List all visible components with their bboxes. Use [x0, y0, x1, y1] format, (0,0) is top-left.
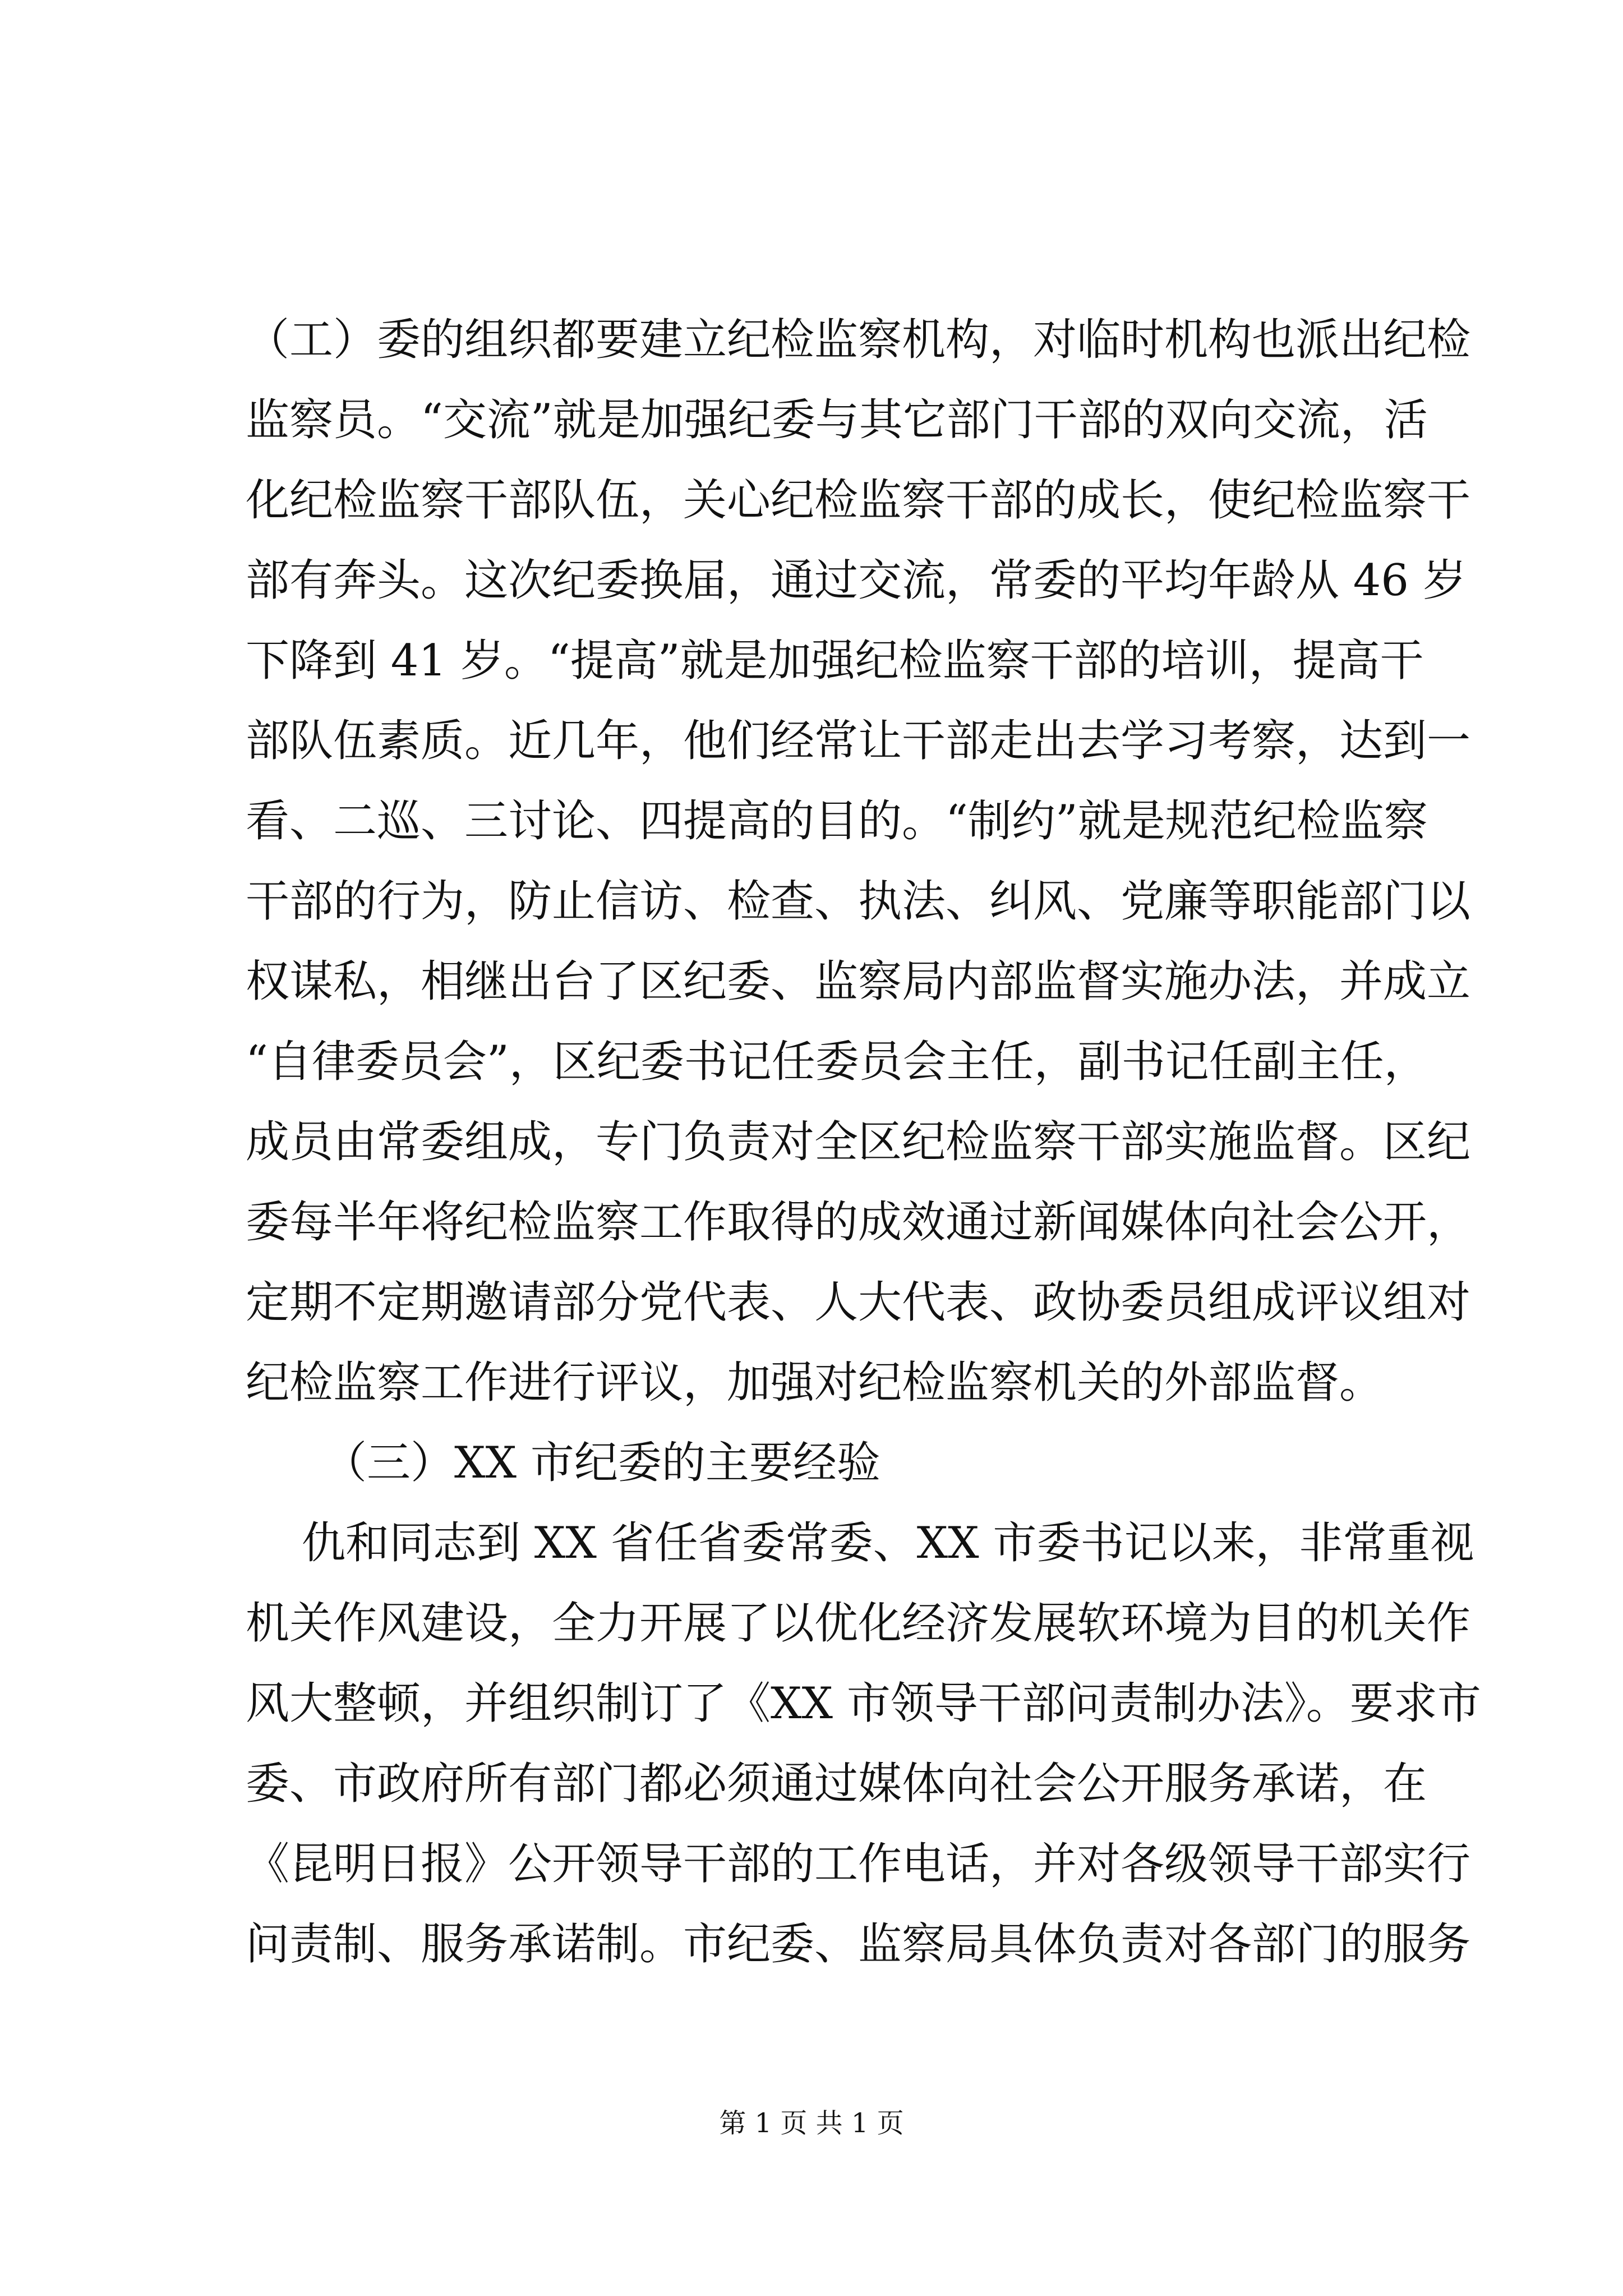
document-body — [246, 300, 1481, 1985]
paragraph-1 — [246, 300, 1471, 1423]
text-line: 委每半年将纪检监察工作取得的成效通过新闻媒体向社会公开， — [246, 1197, 1471, 1248]
text-line: 监察员。“交流”就是加强纪委与其它部门干部的双向交流，活 — [246, 395, 1428, 445]
text-line: 纪检监察工作进行评议，加强对纪检监察机关的外部监督。 — [246, 1358, 1384, 1408]
text-line: “自律委员会”，区纪委书记任委员会主任，副书记任副主任， — [246, 1037, 1428, 1087]
text-line: 化纪检监察干部队伍，关心纪检监察干部的成长，使纪检监察干 — [246, 475, 1471, 526]
section-heading: （三）XX 市纪委的主要经验 — [323, 1438, 880, 1488]
text-line: （工）委的组织都要建立纪检监察机构，对临时机构也派出纪检 — [246, 315, 1471, 365]
text-line: 机关作风建设，全力开展了以优化经济发展软环境为目的机关作 — [246, 1598, 1471, 1649]
text-line: 委、市政府所有部门都必须通过媒体向社会公开服务承诺，在 — [246, 1759, 1427, 1809]
text-line: 部队伍素质。近几年，他们经常让干部走出去学习考察，达到一 — [246, 716, 1471, 766]
text-line: 成员由常委组成，专门负责对全区纪检监察干部实施监督。区纪 — [246, 1117, 1471, 1167]
text-line: 看、二巡、三讨论、四提高的目的。“制约”就是规范纪检监察 — [246, 796, 1428, 846]
text-line: 部有奔头。这次纪委换届，通过交流，常委的平均年龄从 46 岁 — [246, 555, 1467, 606]
text-line: 《昆明日报》公开领导干部的工作电话，并对各级领导干部实行 — [246, 1839, 1471, 1889]
paragraph-2 — [246, 1503, 1481, 1985]
text-line: 权谋私，相继出台了区纪委、监察局内部监督实施办法，并成立 — [246, 956, 1471, 1007]
page-number: 第 1 页 共 1 页 — [719, 2108, 904, 2139]
text-line: 仇和同志到 XX 省任省委常委、XX 市委书记以来，非常重视 — [302, 1518, 1474, 1568]
page-footer — [0, 2106, 1623, 2140]
text-line: 干部的行为，防止信访、检查、执法、纠风、党廉等职能部门以 — [246, 876, 1471, 927]
text-line: 风大整顿，并组织制订了《XX 市领导干部问责制办法》。要求市 — [246, 1678, 1481, 1729]
text-line: 问责制、服务承诺制。市纪委、监察局具体负责对各部门的服务 — [246, 1919, 1471, 1970]
text-line: 定期不定期邀请部分党代表、人大代表、政协委员组成评议组对 — [246, 1277, 1471, 1328]
text-line: 下降到 41 岁。“提高”就是加强纪检监察干部的培训，提高干 — [246, 636, 1424, 686]
